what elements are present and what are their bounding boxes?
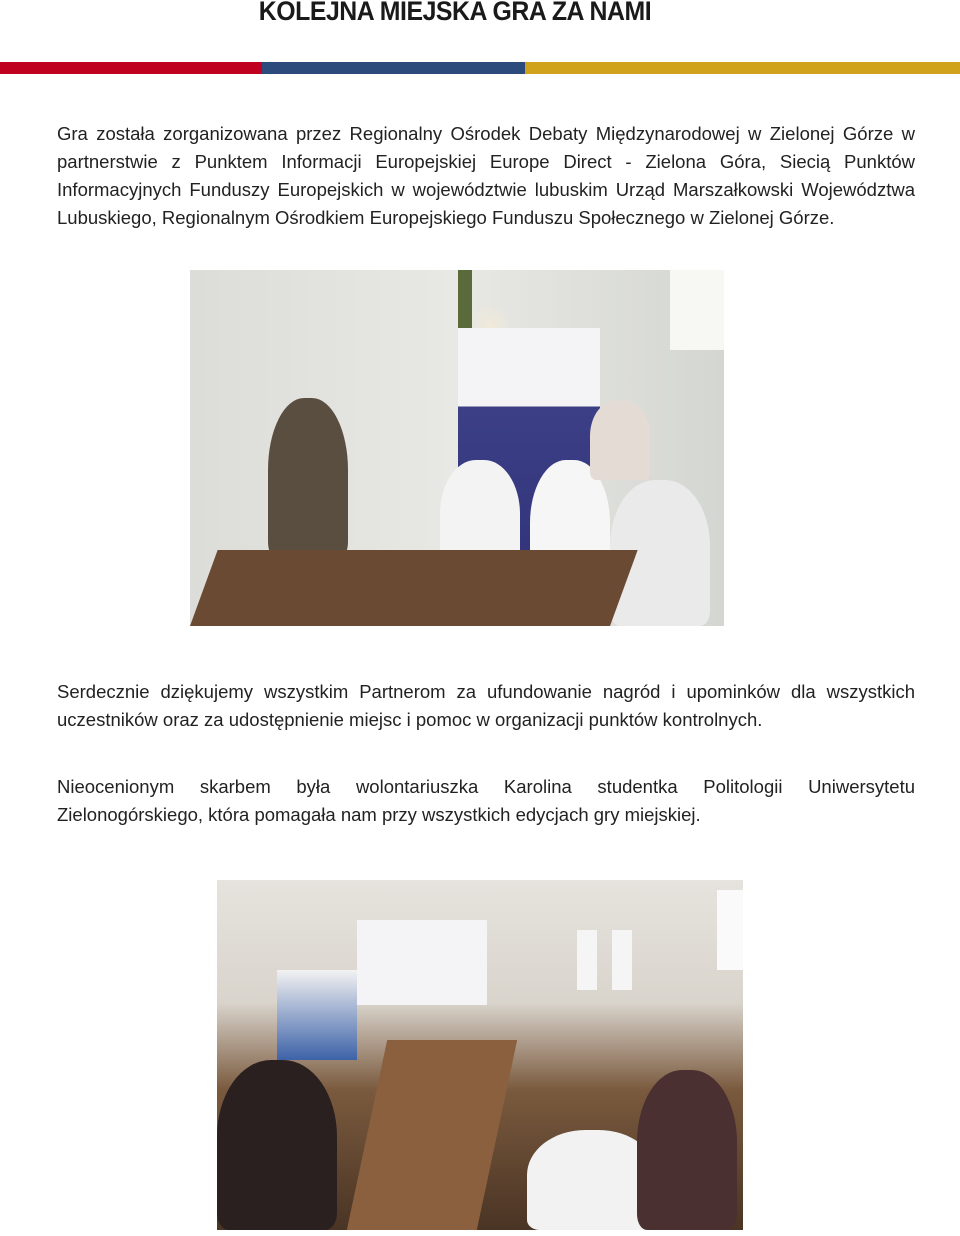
intro-paragraph: Gra została zorganizowana przez Regionalny Ośrodek Debaty Międzynarodowej w Zielonej Górze w partnerstwie z Punktem Informacji Europejskiej Europe Direct - Zielona Góra, Siecią Punktów Informacyjnych Funduszy Europejskich w województwie lubuskim Urząd Marszałkowski Województwa Lubuskiego, Regionalnym Ośrodkiem Europejskiego Funduszu Społecznego w Zielonej Górze.	[57, 123, 915, 228]
accent-bar-gold	[525, 62, 960, 74]
presentation-photo	[190, 270, 724, 626]
accent-bar-blue	[262, 62, 525, 74]
classroom-photo	[217, 880, 743, 1230]
volunteer-paragraph: Nieocenionym skarbem była wolontariuszka Karolina studentka Politologii Uniwersytetu Zielonogórskiego, która pomagała nam przy wszystkich edycjach gry miejskiej.	[57, 776, 915, 825]
accent-bar-red	[0, 62, 262, 74]
page-title: KOLEJNA MIEJSKA GRA ZA NAMI	[258, 0, 652, 26]
thanks-paragraph: Serdecznie dziękujemy wszystkim Partnerom za ufundowanie nagród i upominków dla wszystkich uczestników oraz za udostępnienie miejsc i pomoc w organizacji punktów kontrolnych.	[57, 681, 915, 730]
